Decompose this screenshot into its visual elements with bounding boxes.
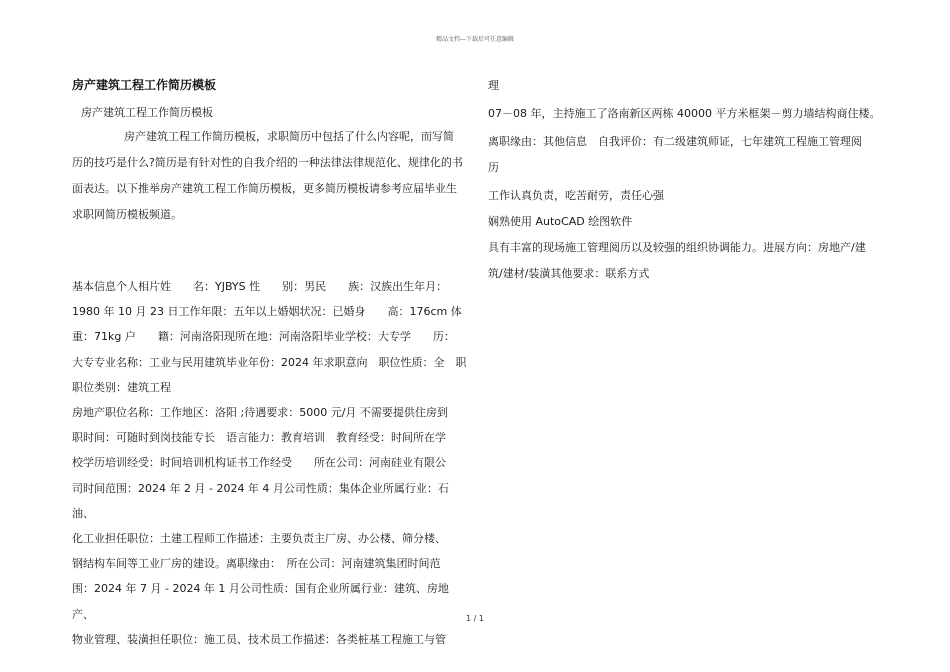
resume-body-right-column — [488, 74, 884, 286]
body-line: 具有丰富的现场施工管理阅历以及较强的组织协调能力。进展方向：房地产/建 — [488, 241, 866, 254]
body-line: 筑/建材/装潢其他要求：联系方式 — [488, 267, 650, 280]
body-line: 基本信息个人相片姓 名：YJBYS 性 别：男民 族：汉族出生年月： — [72, 280, 448, 293]
body-line: 围：2024 年 7 月 - 2024 年 1 月公司性质：国有企业所属行业：建筑、房地产、 — [72, 582, 449, 621]
body-line: 07－08 年，主持施工了洛南新区两栋 40000 平方米框架－剪力墙结构商住楼。 — [488, 107, 881, 120]
page-header-note: 精品文档—下载后可任意编辑 — [435, 36, 514, 43]
body-line: 1980 年 10 月 23 日工作年限：五年以上婚姻状况：已婚身 高：176cm 体 — [72, 305, 462, 319]
resume-body-left-column — [72, 274, 468, 652]
body-line: 房地产职位名称：工作地区：洛阳 ;待遇要求：5000 元/月 不需要提供住房到 — [72, 406, 448, 420]
body-line: 职位类别：建筑工程 — [72, 380, 171, 394]
intro-paragraph: 房产建筑工程工作简历模板，求职简历中包括了什么内容呢，而写简历的技巧是什么?简历是有针对性的自我介绍的一种法律法律规范化、规律化的书面表达。以下推举房产建筑工程工作简历模板，更多简历模板请参考应届毕业生求职网简历模板频道。 — [72, 130, 463, 221]
body-line: 物业管理、装潢担任职位：施工员、技术员工作描述：各类桩基工程施工与管 — [72, 632, 446, 646]
body-line: 职时间：可随时到岗技能专长 语言能力：教育培训 教育经受：时间所在学 — [72, 431, 446, 445]
body-line: 理 — [488, 79, 499, 92]
body-line: 娴熟使用 AutoCAD 绘图软件 — [488, 215, 633, 228]
body-line: 化工业担任职位：土建工程师工作描述：主要负责主厂房、办公楼、筛分楼、 — [72, 532, 446, 546]
document-title: 房产建筑工程工作简历模板 — [72, 78, 217, 92]
body-line: 离职缘由：其他信息 自我评价：有二级建筑师证，七年建筑工程施工管理阅 — [488, 135, 862, 148]
body-line: 工作认真负责，吃苦耐劳，责任心强 — [488, 189, 664, 202]
body-line: 校学历培训经受：时间培训机构证书工作经受 所在公司：河南硅业有限公 — [72, 456, 446, 470]
body-line: 大专专业名称：工业与民用建筑毕业年份：2024 年求职意向 职位性质：全 职 — [72, 355, 467, 369]
document-subtitle: 房产建筑工程工作简历模板 — [81, 106, 213, 119]
body-line: 司时间范围：2024 年 2 月 - 2024 年 4 月公司性质：集体企业所属行业：石油、 — [72, 481, 449, 520]
body-line: 重：71kg 户 籍：河南洛阳现所在地：河南洛阳毕业学校：大专学 历： — [72, 330, 455, 344]
body-line: 历 — [488, 161, 499, 174]
page-number: 1 / 1 — [466, 614, 484, 623]
body-line: 钢结构车间等工业厂房的建设。离职缘由： 所在公司：河南建筑集团时间范 — [72, 557, 441, 571]
